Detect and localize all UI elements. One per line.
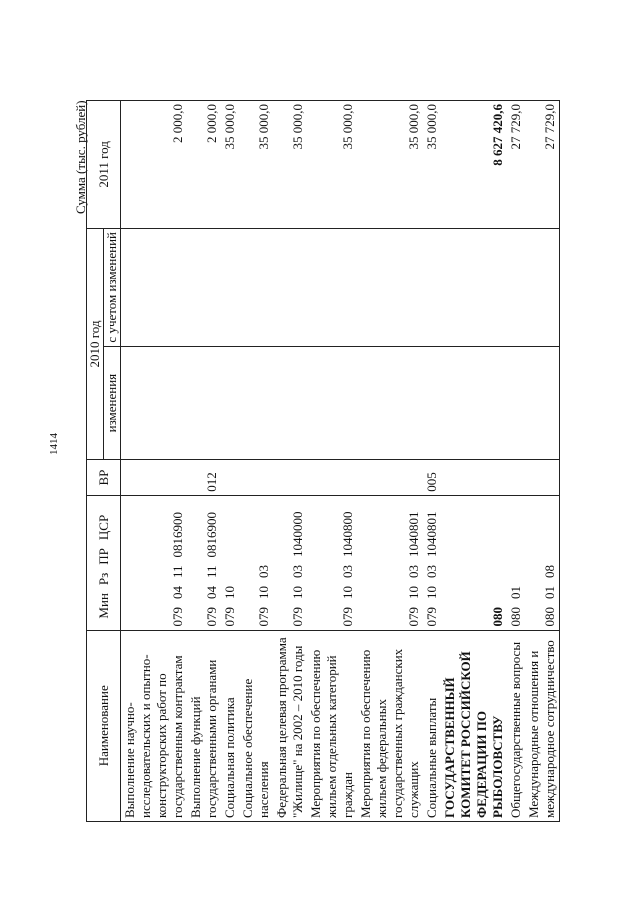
row-codes	[423, 495, 441, 630]
header-2011: 2011 год	[87, 101, 121, 229]
table-row	[187, 101, 221, 822]
row-pr: 08	[542, 565, 557, 579]
row-min: 080	[508, 607, 523, 627]
row-rz: 04	[204, 586, 219, 600]
row-changes	[221, 346, 239, 459]
row-vr	[307, 460, 357, 495]
row-rz: 10	[256, 586, 271, 600]
row-rz: 04	[170, 586, 185, 600]
row-name: Федеральная целевая программа "Жилище" на 2002 – 2010 годы	[273, 630, 307, 821]
row-with-changes	[239, 228, 273, 346]
header-with-changes: с учетом изменений	[104, 228, 121, 346]
row-csr: 1040000	[290, 511, 305, 558]
table-row	[423, 101, 441, 822]
row-with-changes	[507, 228, 525, 346]
row-min: 079	[256, 607, 271, 627]
row-name: Социальная политика	[221, 630, 239, 821]
row-with-changes	[273, 228, 307, 346]
row-name: ГОСУДАРСТВЕННЫЙ КОМИТЕТ РОССИЙСКОЙ ФЕДЕРАЦИИ ПО РЫБОЛОВСТВУ	[441, 630, 507, 821]
row-name: Мероприятия по обеспечению жильем федеральных государственных гражданских служащих	[357, 630, 423, 821]
row-codes	[307, 495, 357, 630]
table-body	[121, 101, 560, 822]
row-with-changes	[357, 228, 423, 346]
row-csr: 1040801	[406, 511, 421, 558]
row-2011: 8 627 420,6	[441, 101, 507, 229]
table-row	[441, 101, 507, 822]
row-rz: 10	[406, 586, 421, 600]
row-changes	[187, 346, 221, 459]
row-codes	[525, 495, 560, 630]
row-csr: 1040801	[424, 511, 439, 558]
row-changes	[357, 346, 423, 459]
row-changes	[423, 346, 441, 459]
row-min: 079	[290, 607, 305, 627]
table-row	[273, 101, 307, 822]
table-row	[525, 101, 560, 822]
row-vr	[239, 460, 273, 495]
row-2011: 27 729,0	[507, 101, 525, 229]
row-vr: 012	[187, 460, 221, 495]
row-changes	[441, 346, 507, 459]
row-codes	[239, 495, 273, 630]
row-name: Социальное обеспечение населения	[239, 630, 273, 821]
table-row	[307, 101, 357, 822]
row-min: 080	[490, 607, 505, 627]
row-csr: 0816900	[204, 512, 219, 558]
row-name: Мероприятия по обеспечению жильем отдельных категорий граждан	[307, 630, 357, 821]
row-name: Социальные выплаты	[423, 630, 441, 821]
row-pr: 03	[406, 565, 421, 579]
row-vr	[121, 460, 188, 495]
row-changes	[273, 346, 307, 459]
row-codes	[441, 495, 507, 630]
row-codes	[221, 495, 239, 630]
header-csr: ЦСР	[95, 514, 111, 541]
row-min: 079	[340, 607, 355, 627]
row-vr	[441, 460, 507, 495]
row-codes	[507, 495, 525, 630]
row-pr: 03	[424, 565, 439, 579]
row-with-changes	[307, 228, 357, 346]
header-name: Наименование	[87, 630, 121, 821]
row-name: Выполнение функций государственными органами	[187, 630, 221, 821]
row-rz: 10	[222, 586, 237, 600]
table-row	[121, 101, 188, 822]
header-codes	[87, 495, 121, 630]
row-min: 079	[406, 607, 421, 627]
row-pr: 11	[170, 565, 185, 579]
row-2011: 27 729,0	[525, 101, 560, 229]
row-codes	[357, 495, 423, 630]
row-changes	[239, 346, 273, 459]
row-min: 080	[542, 607, 557, 627]
row-changes	[525, 346, 560, 459]
row-codes	[121, 495, 188, 630]
row-min: 079	[204, 607, 219, 627]
row-pr: 03	[256, 565, 271, 579]
row-vr	[221, 460, 239, 495]
row-vr	[507, 460, 525, 495]
row-csr: 0816900	[170, 512, 185, 558]
row-name: Международные отношения и международное сотрудничество	[525, 630, 560, 821]
header-2010: 2010 год	[87, 228, 104, 460]
row-vr	[273, 460, 307, 495]
page-number: 1414	[48, 433, 60, 455]
row-rz: 10	[424, 586, 439, 600]
row-2011: 35 000,0	[423, 101, 441, 229]
header-vr: ВР	[87, 460, 121, 495]
row-pr: 03	[290, 565, 305, 579]
row-codes	[273, 495, 307, 630]
row-min: 079	[222, 607, 237, 627]
units-label: Сумма (тыс. рублей)	[73, 100, 88, 214]
row-with-changes	[187, 228, 221, 346]
table-row	[357, 101, 423, 822]
table-row	[221, 101, 239, 822]
row-rz: 10	[340, 586, 355, 600]
table-row	[507, 101, 525, 822]
header-pr: ПР	[95, 548, 111, 565]
row-vr	[525, 460, 560, 495]
row-min: 079	[424, 607, 439, 627]
row-pr: 11	[204, 565, 219, 579]
header-changes: изменения	[104, 346, 121, 459]
header-rz: Рз	[95, 572, 111, 586]
row-min: 079	[170, 607, 185, 627]
row-rz: 01	[508, 586, 523, 600]
row-vr: 005	[423, 460, 441, 495]
row-changes	[507, 346, 525, 459]
row-codes	[187, 495, 221, 630]
table-header	[87, 101, 121, 822]
row-rz: 10	[290, 586, 305, 600]
row-with-changes	[423, 228, 441, 346]
row-2011: 35 000,0	[273, 101, 307, 229]
row-2011: 2 000,0	[187, 101, 221, 229]
row-2011: 35 000,0	[221, 101, 239, 229]
row-csr: 1040800	[340, 511, 355, 558]
row-changes	[121, 346, 188, 459]
header-min: Мин	[95, 593, 111, 619]
row-vr	[357, 460, 423, 495]
row-name: Выполнение научно-исследовательских и опытно-конструкторских работ по государственным контрактам	[121, 630, 188, 821]
row-2011: 2 000,0	[121, 101, 188, 229]
row-2011: 35 000,0	[307, 101, 357, 229]
row-changes	[307, 346, 357, 459]
table-row	[239, 101, 273, 822]
row-with-changes	[525, 228, 560, 346]
row-with-changes	[441, 228, 507, 346]
row-2011: 35 000,0	[357, 101, 423, 229]
row-name: Общегосударственные вопросы	[507, 630, 525, 821]
row-rz: 01	[542, 586, 557, 600]
row-with-changes	[121, 228, 188, 346]
row-pr: 03	[340, 565, 355, 579]
row-with-changes	[221, 228, 239, 346]
budget-table	[86, 100, 560, 822]
row-2011: 35 000,0	[239, 101, 273, 229]
